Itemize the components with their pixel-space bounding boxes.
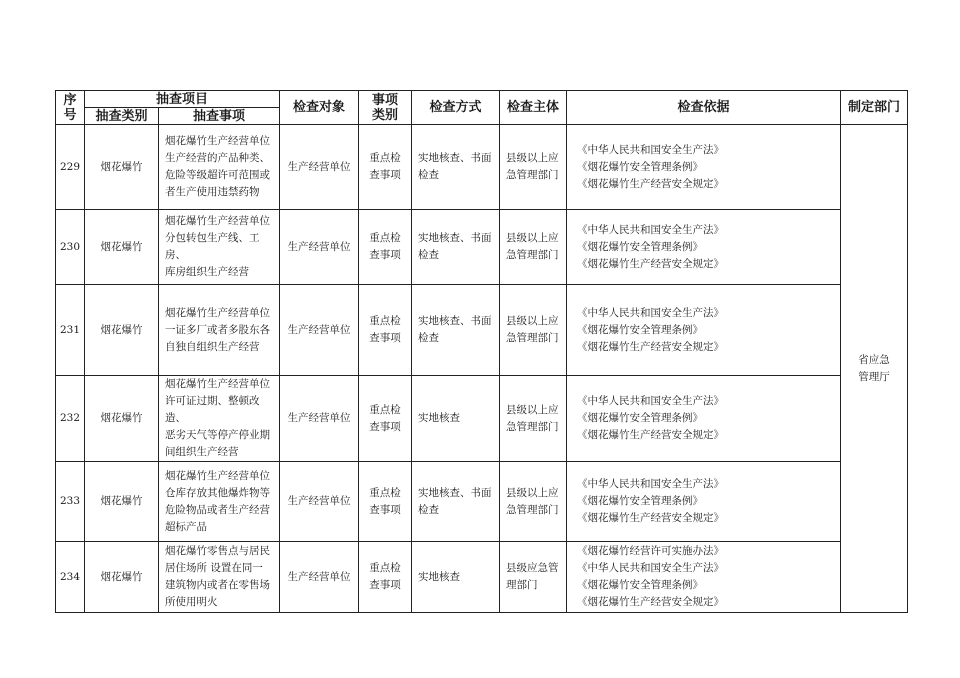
row-item bbox=[159, 376, 280, 462]
row-basis bbox=[567, 462, 841, 542]
row-basis-line: 《烟花爆竹安全管理条例》 bbox=[577, 160, 704, 173]
table-row bbox=[56, 125, 908, 210]
row-target: 生产经营单位 bbox=[280, 376, 359, 462]
row-method-line: 实地核查、书面 bbox=[418, 232, 492, 244]
row-type-line: 重点检 bbox=[369, 486, 401, 499]
row-basis-line: 《烟花爆竹安全管理条例》 bbox=[577, 412, 704, 424]
row-type bbox=[359, 285, 412, 376]
row-item-line: 烟花爆竹生产经营单位 bbox=[165, 469, 270, 482]
row-item-line: 所使用明火 bbox=[165, 596, 218, 608]
row-basis-line: 《中华人民共和国安全生产法》 bbox=[577, 223, 725, 236]
row-subject-line: 县级以上应 bbox=[506, 403, 559, 416]
header-basis: 检查依据 bbox=[567, 91, 841, 125]
row-item-line: 居住场所 设置在同一 bbox=[165, 562, 263, 574]
table-row bbox=[56, 542, 908, 613]
row-item-line: 烟花爆竹生产经营单位 bbox=[165, 306, 270, 319]
row-item-line: 烟花爆竹零售点与居民 bbox=[165, 545, 270, 557]
row-method bbox=[412, 285, 500, 376]
row-category: 烟花爆竹 bbox=[85, 125, 159, 210]
row-type-line: 查事项 bbox=[369, 332, 401, 344]
table-row bbox=[56, 210, 908, 285]
row-basis-line: 《烟花爆竹生产经营安全规定》 bbox=[577, 512, 725, 524]
header-method: 检查方式 bbox=[412, 91, 500, 125]
row-type bbox=[359, 462, 412, 542]
header-type: 事项 类别 bbox=[359, 91, 412, 125]
row-type-line: 重点检 bbox=[369, 315, 401, 327]
row-method-line: 检查 bbox=[418, 169, 440, 181]
row-category: 烟花爆竹 bbox=[85, 376, 159, 462]
row-subject-line: 县级以上应 bbox=[506, 486, 559, 499]
row-basis-line: 《烟花爆竹生产经营安全规定》 bbox=[577, 177, 725, 190]
row-method-line: 实地核查、书面 bbox=[418, 152, 492, 164]
row-basis-line: 《中华人民共和国安全生产法》 bbox=[577, 562, 725, 574]
row-item-line: 一证多厂或者多股东各 bbox=[165, 323, 270, 336]
row-subject-line: 急管理部门 bbox=[506, 420, 559, 433]
department-cell-line: 管理厅 bbox=[858, 370, 890, 383]
department-cell bbox=[841, 125, 908, 613]
row-item-line: 者生产使用违禁药物 bbox=[165, 186, 260, 198]
row-type bbox=[359, 125, 412, 210]
row-item-line: 烟花爆竹生产经营单位 bbox=[165, 215, 270, 227]
row-item bbox=[159, 210, 280, 285]
row-number: 231 bbox=[56, 285, 85, 376]
row-type-line: 重点检 bbox=[369, 232, 401, 244]
row-method bbox=[412, 125, 500, 210]
department-cell-line: 省应急 bbox=[858, 353, 890, 366]
row-method-line: 实地核查、书面 bbox=[418, 315, 492, 327]
row-target: 生产经营单位 bbox=[280, 125, 359, 210]
row-basis-line: 《中华人民共和国安全生产法》 bbox=[577, 478, 725, 490]
row-type-line: 重点检 bbox=[369, 403, 401, 416]
row-type bbox=[359, 542, 412, 613]
row-type-line: 查事项 bbox=[369, 169, 401, 181]
row-subject-line: 急管理部门 bbox=[506, 249, 559, 261]
row-number: 232 bbox=[56, 376, 85, 462]
row-item-line: 超标产品 bbox=[165, 520, 207, 533]
row-basis-line: 《烟花爆竹安全管理条例》 bbox=[577, 495, 704, 507]
header-seq: 序 号 bbox=[56, 91, 85, 125]
row-type-line: 查事项 bbox=[369, 420, 401, 433]
row-item-line: 恶劣天气等停产停业期 bbox=[165, 429, 270, 441]
row-item-line: 许可证过期、整顿改造、 bbox=[165, 395, 260, 424]
row-subject bbox=[500, 125, 567, 210]
row-basis-line: 《烟花爆竹生产经营安全规定》 bbox=[577, 429, 725, 441]
header-dept: 制定部门 bbox=[841, 91, 908, 125]
row-basis-line: 《烟花爆竹生产经营安全规定》 bbox=[577, 596, 725, 608]
row-subject bbox=[500, 376, 567, 462]
row-type bbox=[359, 210, 412, 285]
row-basis-line: 《烟花爆竹生产经营安全规定》 bbox=[577, 340, 725, 353]
row-subject-line: 县级以上应 bbox=[506, 315, 559, 327]
row-number: 233 bbox=[56, 462, 85, 542]
row-method-line: 实地核查 bbox=[418, 570, 461, 583]
row-type bbox=[359, 376, 412, 462]
row-item-line: 建筑物内或者在零售场 bbox=[165, 579, 270, 591]
row-basis bbox=[567, 125, 841, 210]
row-type-line: 查事项 bbox=[369, 579, 401, 591]
row-subject-line: 县级应急管 bbox=[506, 562, 559, 574]
row-item bbox=[159, 542, 280, 613]
row-basis bbox=[567, 285, 841, 376]
row-method bbox=[412, 376, 500, 462]
row-item bbox=[159, 285, 280, 376]
row-number: 234 bbox=[56, 542, 85, 613]
row-method bbox=[412, 542, 500, 613]
row-method-line: 实地核查、书面 bbox=[418, 486, 492, 499]
row-category: 烟花爆竹 bbox=[85, 462, 159, 542]
table-row bbox=[56, 376, 908, 462]
row-basis bbox=[567, 542, 841, 613]
row-item-line: 危险物品或者生产经营 bbox=[165, 503, 270, 516]
header-project: 抽查项目 bbox=[85, 91, 280, 108]
row-basis bbox=[567, 210, 841, 285]
row-item-line: 烟花爆竹生产经营单位 bbox=[165, 135, 270, 147]
row-subject-line: 县级以上应 bbox=[506, 152, 559, 164]
table-row bbox=[56, 462, 908, 542]
row-type-line: 查事项 bbox=[369, 503, 401, 516]
row-method-line: 检查 bbox=[418, 332, 440, 344]
row-category: 烟花爆竹 bbox=[85, 542, 159, 613]
row-basis-line: 《烟花爆竹安全管理条例》 bbox=[577, 579, 704, 591]
row-subject bbox=[500, 285, 567, 376]
row-method-line: 检查 bbox=[418, 503, 440, 516]
row-item bbox=[159, 125, 280, 210]
row-basis-line: 《烟花爆竹安全管理条例》 bbox=[577, 240, 704, 253]
row-basis-line: 《烟花爆竹经营许可实施办法》 bbox=[577, 545, 725, 557]
row-item-line: 间组织生产经营 bbox=[165, 446, 239, 458]
row-subject-line: 急管理部门 bbox=[506, 169, 559, 181]
row-subject bbox=[500, 210, 567, 285]
row-subject-line: 急管理部门 bbox=[506, 503, 559, 516]
header-target: 检查对象 bbox=[280, 91, 359, 125]
row-subject bbox=[500, 542, 567, 613]
row-type-line: 查事项 bbox=[369, 249, 401, 261]
row-method-line: 实地核查 bbox=[418, 412, 461, 424]
row-number: 230 bbox=[56, 210, 85, 285]
row-type-line: 重点检 bbox=[369, 562, 401, 574]
row-item-line: 自独自组织生产经营 bbox=[165, 340, 260, 353]
row-number: 229 bbox=[56, 125, 85, 210]
row-basis-line: 《烟花爆竹生产经营安全规定》 bbox=[577, 257, 725, 270]
row-basis-line: 《烟花爆竹安全管理条例》 bbox=[577, 323, 704, 336]
row-method bbox=[412, 462, 500, 542]
row-item-line: 生产经营的产品种类、 bbox=[165, 152, 270, 164]
header-subject: 检查主体 bbox=[500, 91, 567, 125]
row-item-line: 烟花爆竹生产经营单位 bbox=[165, 378, 270, 390]
row-basis bbox=[567, 376, 841, 462]
row-subject-line: 县级以上应 bbox=[506, 232, 559, 244]
header-category: 抽查类别 bbox=[85, 108, 159, 125]
row-item-line: 危险等级超许可范围或 bbox=[165, 169, 270, 181]
row-target: 生产经营单位 bbox=[280, 210, 359, 285]
row-target: 生产经营单位 bbox=[280, 542, 359, 613]
row-basis-line: 《中华人民共和国安全生产法》 bbox=[577, 395, 725, 407]
row-method-line: 检查 bbox=[418, 249, 440, 261]
row-type-line: 重点检 bbox=[369, 152, 401, 164]
row-subject-line: 急管理部门 bbox=[506, 332, 559, 344]
row-category: 烟花爆竹 bbox=[85, 285, 159, 376]
row-basis-line: 《中华人民共和国安全生产法》 bbox=[577, 306, 725, 319]
row-target: 生产经营单位 bbox=[280, 462, 359, 542]
row-item-line: 仓库存放其他爆炸物等 bbox=[165, 486, 270, 499]
row-item bbox=[159, 462, 280, 542]
inspection-table bbox=[55, 90, 908, 613]
table-row bbox=[56, 285, 908, 376]
row-target: 生产经营单位 bbox=[280, 285, 359, 376]
row-item-line: 库房组织生产经营 bbox=[165, 266, 249, 278]
header-item: 抽查事项 bbox=[159, 108, 280, 125]
row-subject-line: 理部门 bbox=[506, 579, 538, 591]
row-category: 烟花爆竹 bbox=[85, 210, 159, 285]
row-basis-line: 《中华人民共和国安全生产法》 bbox=[577, 143, 725, 156]
row-subject bbox=[500, 462, 567, 542]
row-method bbox=[412, 210, 500, 285]
row-item-line: 分包转包生产线、工房、 bbox=[165, 232, 260, 261]
